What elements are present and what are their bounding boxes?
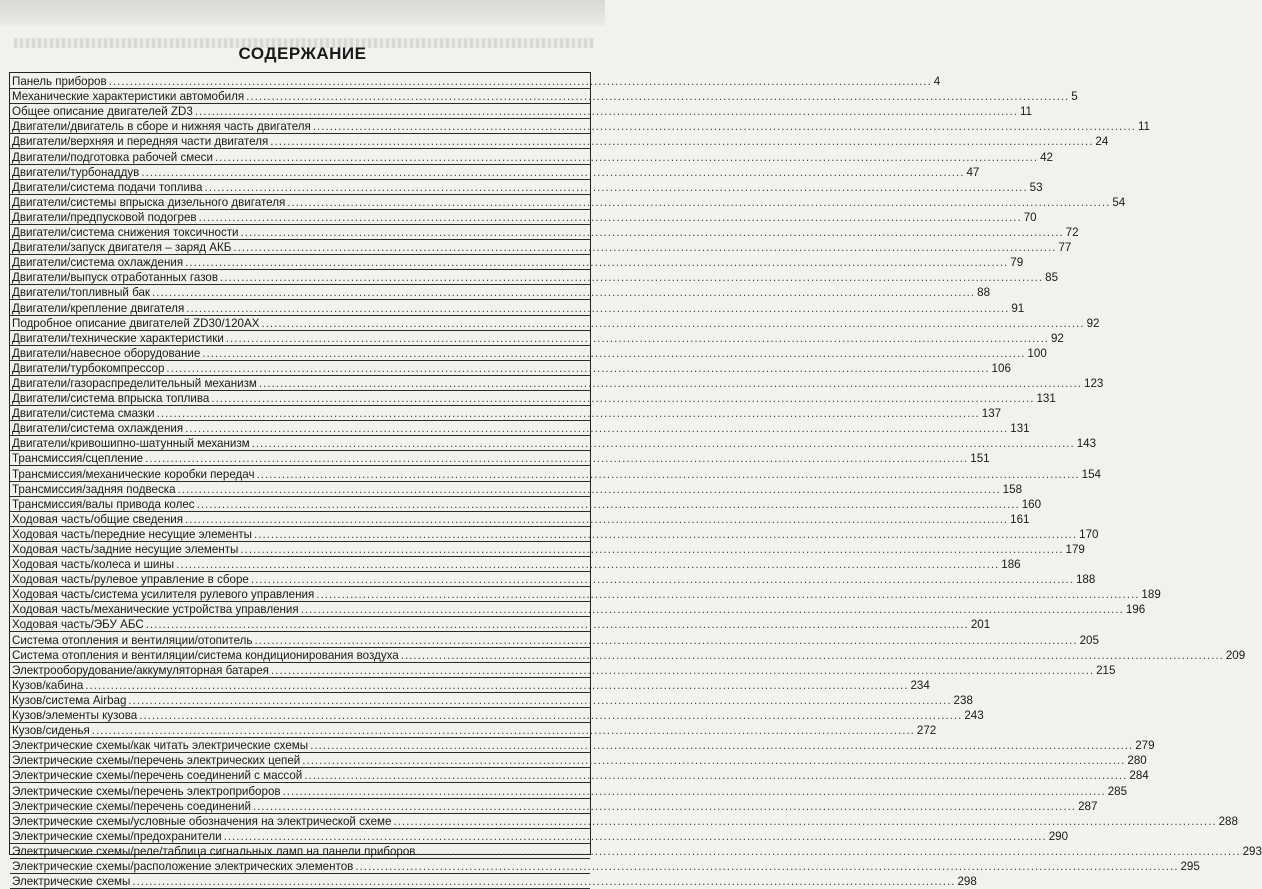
toc-entry[interactable]: [10, 874, 977, 889]
toc-entry[interactable]: [10, 165, 980, 180]
toc-entry[interactable]: [10, 663, 1116, 678]
toc-entry-label: Ходовая часть/колеса и шины: [12, 558, 175, 572]
toc-entry-label: Механические характеристики автомобиля: [12, 90, 245, 104]
toc-entry-page: 92: [1086, 316, 1100, 330]
dot-leader: [261, 317, 1084, 330]
toc-entry-page: 284: [1129, 769, 1149, 783]
toc-entry-page: 280: [1127, 754, 1147, 768]
toc-entry[interactable]: [10, 768, 1149, 783]
toc-entry[interactable]: [10, 300, 1025, 315]
dot-leader: [393, 815, 1216, 828]
toc-entry-label: Электрические схемы/условные обозначения на электрической схеме: [12, 814, 392, 828]
dot-leader: [287, 196, 1110, 209]
toc-entry-page: 131: [1036, 392, 1056, 406]
dot-leader: [185, 513, 1008, 526]
toc-entry-page: 106: [991, 361, 1011, 375]
toc-entry[interactable]: [10, 738, 1155, 753]
dot-leader: [157, 407, 980, 420]
toc-entry[interactable]: [10, 316, 1100, 331]
toc-entry-label: Двигатели/системы впрыска дизельного двигателя: [12, 195, 286, 209]
dot-leader: [240, 543, 1063, 556]
dot-leader: [355, 860, 1178, 873]
toc-entry-label: Панель приборов: [12, 75, 107, 89]
toc-entry[interactable]: [10, 617, 991, 632]
dot-leader: [92, 724, 915, 737]
dot-leader: [283, 785, 1106, 798]
dot-leader: [253, 800, 1076, 813]
toc-entry-page: 161: [1010, 512, 1030, 526]
dot-leader: [417, 845, 1240, 858]
toc-entry[interactable]: [10, 799, 1098, 814]
toc-entry-label: Кузов/кабина: [12, 678, 84, 692]
page-title: СОДЕРЖАНИЕ: [238, 44, 367, 63]
toc-entry[interactable]: [10, 512, 1030, 527]
toc-entry[interactable]: [10, 74, 941, 89]
toc-entry-label: Двигатели/система охлаждения: [12, 256, 184, 270]
toc-entry[interactable]: [10, 542, 1085, 557]
toc-entry-page: 160: [1021, 497, 1042, 511]
toc-entry[interactable]: [10, 104, 1032, 119]
toc-entry[interactable]: [10, 270, 1059, 285]
toc-entry-page: 151: [970, 452, 990, 466]
dot-leader: [302, 754, 1125, 767]
dot-leader: [226, 332, 1049, 345]
toc-entry[interactable]: [10, 119, 1150, 134]
toc-entry-page: 92: [1050, 331, 1064, 345]
toc-entry-label: Электрические схемы/как читать электрические схемы: [12, 739, 309, 753]
toc-entry-label: Двигатели/технические характеристики: [12, 331, 224, 345]
toc-entry-page: 238: [953, 693, 973, 707]
toc-entry[interactable]: [10, 859, 1200, 874]
toc-entry[interactable]: [10, 678, 930, 693]
toc-entry[interactable]: [10, 361, 1011, 376]
toc-entry-page: 186: [1001, 558, 1021, 572]
toc-entry-page: 189: [1141, 588, 1161, 602]
toc-entry-label: Электрические схемы/предохранители: [12, 829, 222, 843]
dot-leader: [146, 618, 969, 631]
toc-entry-label: Ходовая часть/рулевое управление в сборе: [12, 573, 249, 587]
toc-entry-page: 24: [1095, 135, 1109, 149]
dot-leader: [257, 468, 1080, 481]
toc-entry-page: 243: [964, 709, 984, 723]
toc-entry[interactable]: [10, 693, 973, 708]
toc-entry-page: 70: [1023, 210, 1037, 224]
toc-entry[interactable]: [10, 527, 1099, 542]
dot-leader: [205, 181, 1028, 194]
toc-entry-label: Двигатели/крепление двигателя: [12, 301, 185, 315]
dot-leader: [109, 75, 932, 88]
dot-leader: [186, 302, 1009, 315]
toc-entry-page: 85: [1045, 271, 1059, 285]
toc-entry-page: 295: [1180, 859, 1200, 873]
dot-leader: [310, 739, 1133, 752]
toc-entry-label: Электрические схемы/перечень соединений с массой: [12, 769, 303, 783]
toc-entry-label: Общее описание двигателей ZD3: [12, 105, 193, 119]
toc-entry-label: Кузов/сиденья: [12, 724, 90, 738]
dot-leader: [251, 573, 1074, 586]
dot-leader: [185, 422, 1008, 435]
toc-entry-page: 196: [1125, 603, 1146, 617]
toc-entry-page: 205: [1079, 633, 1099, 647]
toc-entry[interactable]: [10, 149, 1053, 164]
dot-leader: [202, 347, 1025, 360]
toc-entry-label: Кузов/система Airbag: [12, 693, 127, 707]
toc-entry-label: Двигатели/турбонаддув: [12, 165, 140, 179]
toc-entry-label: Двигатели/система впрыска топлива: [12, 392, 210, 406]
dot-leader: [316, 588, 1139, 601]
toc-entry[interactable]: [10, 240, 1072, 255]
toc-entry-page: 47: [966, 165, 980, 179]
toc-entry-page: 298: [957, 875, 977, 889]
page-top-edge: [0, 0, 605, 26]
dot-leader: [185, 256, 1008, 269]
toc-entry-label: Двигатели/запуск двигателя – заряд АКБ: [12, 241, 232, 255]
dot-leader: [128, 694, 951, 707]
toc-entry-label: Двигатели/система снижения токсичности: [12, 226, 239, 240]
toc-entry-label: Двигатели/подготовка рабочей смеси: [12, 150, 213, 164]
toc-entry[interactable]: [10, 376, 1104, 391]
toc-entry-page: 54: [1112, 195, 1126, 209]
toc-entry-label: Двигатели/верхняя и передняя части двигателя: [12, 135, 269, 149]
dot-leader: [304, 769, 1127, 782]
toc-entry[interactable]: [10, 180, 1043, 195]
toc-entry[interactable]: [10, 406, 1002, 421]
toc-entry[interactable]: [10, 783, 1128, 798]
toc-entry[interactable]: [10, 421, 1030, 436]
toc-entry-label: Электрические схемы/расположение электрических элементов: [12, 859, 354, 873]
toc-entry-page: 72: [1065, 226, 1079, 240]
toc-entry-label: Система отопления и вентиляции/система кондиционирования воздуха: [12, 648, 399, 662]
toc-entry[interactable]: [10, 436, 1097, 451]
toc-entry-label: Система отопления и вентиляции/отопитель: [12, 633, 253, 647]
toc-entry[interactable]: [10, 134, 1109, 149]
toc-entry-page: 42: [1040, 150, 1053, 164]
toc-entry-label: Электрооборудование/аккумуляторная батарея: [12, 663, 269, 677]
toc-entry-page: 53: [1029, 180, 1043, 194]
toc-entry-page: 4: [933, 75, 941, 89]
toc-entry-label: Ходовая часть/общие сведения: [12, 512, 184, 526]
toc-entry[interactable]: [10, 285, 991, 300]
toc-entry[interactable]: [10, 723, 937, 738]
toc-entry-label: Двигатели/предпусковой подогрев: [12, 210, 197, 224]
dot-leader: [301, 603, 1124, 616]
toc-entry[interactable]: [10, 587, 1161, 602]
dot-leader: [211, 392, 1034, 405]
toc-entry[interactable]: [10, 466, 1101, 481]
toc-entry-label: Ходовая часть/механические устройства управления: [12, 603, 299, 617]
toc-entry-page: 288: [1218, 814, 1238, 828]
toc-entry-label: Ходовая часть/передние несущие элементы: [12, 527, 252, 541]
toc-entry-page: 77: [1058, 241, 1072, 255]
dot-leader: [176, 558, 999, 571]
toc-entry-label: Трансмиссия/сцепление: [12, 452, 144, 466]
toc-entry-page: 170: [1079, 527, 1099, 541]
toc-entry[interactable]: [10, 753, 1147, 768]
toc-entry-page: 293: [1242, 844, 1262, 858]
toc-entry-page: 137: [981, 407, 1002, 421]
dot-leader: [178, 483, 1001, 496]
dot-leader: [215, 151, 1038, 164]
toc-entry-page: 290: [1048, 829, 1069, 843]
toc-entry-page: 287: [1078, 799, 1098, 813]
toc-entry-label: Трансмиссия/валы привода колес: [12, 497, 195, 511]
toc-entry-page: 215: [1096, 663, 1116, 677]
dot-leader: [132, 875, 955, 888]
toc-entry-page: 209: [1225, 648, 1246, 662]
dot-leader: [166, 362, 989, 375]
toc-entry[interactable]: [10, 391, 1056, 406]
toc-entry[interactable]: [10, 814, 1238, 829]
toc-entry[interactable]: [10, 210, 1037, 225]
dot-leader: [233, 241, 1056, 254]
dot-leader: [241, 226, 1064, 239]
toc-entry[interactable]: [10, 708, 984, 723]
toc-entry[interactable]: [10, 225, 1079, 240]
toc-entry-page: 5: [1071, 90, 1078, 104]
toc-entry-page: 158: [1002, 482, 1023, 496]
toc-entry-page: 11: [1019, 105, 1032, 119]
toc-entry-page: 179: [1065, 543, 1085, 556]
toc-entry-page: 123: [1084, 376, 1104, 390]
toc-entry-page: 272: [916, 724, 937, 738]
table-of-contents: [10, 74, 1262, 889]
toc-entry-label: Двигатели/топливный бак: [12, 286, 150, 300]
toc-entry-label: Электрические схемы/перечень соединений: [12, 799, 251, 813]
toc-entry[interactable]: [10, 255, 1024, 270]
dot-leader: [139, 709, 962, 722]
dot-leader: [195, 105, 1018, 118]
toc-entry-label: Двигатели/турбокомпрессор: [12, 361, 165, 375]
toc-entry-label: Двигатели/система смазки: [12, 407, 155, 421]
toc-entry-page: 88: [977, 286, 991, 300]
toc-entry-label: Кузов/элементы кузова: [12, 709, 138, 723]
toc-entry-label: Двигатели/навесное оборудование: [12, 346, 201, 360]
dot-leader: [254, 634, 1077, 647]
toc-entry-label: Электрические схемы/реле/таблица сигнальных ламп на панели приборов: [12, 844, 416, 858]
toc-entry-page: 11: [1137, 120, 1150, 134]
toc-entry-label: Двигатели/система охлаждения: [12, 422, 184, 436]
toc-entry[interactable]: [10, 331, 1064, 346]
dot-leader: [259, 377, 1082, 390]
toc-entry-page: 279: [1135, 739, 1155, 753]
dot-leader: [246, 90, 1069, 103]
toc-entry-page: 91: [1011, 301, 1025, 315]
dot-leader: [145, 452, 968, 465]
dot-leader: [252, 437, 1075, 450]
toc-entry[interactable]: [10, 648, 1246, 663]
toc-entry-page: 285: [1107, 784, 1128, 798]
toc-entry-label: Электрические схемы: [12, 875, 131, 889]
dot-leader: [197, 498, 1020, 511]
toc-entry-page: 100: [1027, 346, 1047, 360]
dot-leader: [141, 166, 964, 179]
toc-entry[interactable]: [10, 829, 1069, 844]
toc-entry-label: Двигатели/выпуск отработанных газов: [12, 271, 218, 285]
toc-entry-label: Ходовая часть/ЭБУ АБС: [12, 618, 144, 632]
toc-entry-label: Электрические схемы/перечень электрических цепей: [12, 754, 301, 768]
toc-entry-page: 143: [1076, 437, 1097, 451]
toc-entry-label: Двигатели/система подачи топлива: [12, 180, 203, 194]
toc-entry-label: Ходовая часть/задние несущие элементы: [12, 543, 239, 556]
toc-entry-page: 79: [1010, 256, 1024, 270]
toc-entry-label: Двигатели/двигатель в сборе и нижняя часть двигателя: [12, 120, 311, 134]
dot-leader: [152, 286, 975, 299]
toc-entry[interactable]: [10, 557, 1021, 572]
dot-leader: [401, 649, 1224, 662]
toc-entry-label: Электрические схемы/перечень электроприборов: [12, 784, 281, 798]
toc-entry-page: 201: [970, 618, 991, 632]
dot-leader: [85, 679, 908, 692]
toc-entry-label: Ходовая часть/система усилителя рулевого управления: [12, 588, 315, 602]
toc-entry[interactable]: [10, 482, 1023, 497]
toc-entry-label: Трансмиссия/механические коробки передач: [12, 467, 255, 481]
dot-leader: [220, 271, 1043, 284]
dot-leader: [199, 211, 1022, 224]
toc-entry[interactable]: [10, 497, 1042, 512]
toc-entry-page: 154: [1081, 467, 1101, 481]
dot-leader: [254, 528, 1077, 541]
toc-entry[interactable]: [10, 602, 1146, 617]
toc-entry-label: Трансмиссия/задняя подвеска: [12, 482, 176, 496]
toc-entry-page: 188: [1075, 573, 1096, 587]
toc-entry-label: Двигатели/кривошипно-шатунный механизм: [12, 437, 250, 451]
dot-leader: [270, 135, 1093, 148]
toc-entry[interactable]: [10, 451, 990, 466]
toc-entry-page: 234: [910, 678, 930, 692]
toc-entry[interactable]: [10, 346, 1047, 361]
dot-leader: [271, 664, 1094, 677]
dot-leader: [313, 120, 1136, 133]
toc-entry-page: 131: [1010, 422, 1030, 436]
toc-entry-label: Подробное описание двигателей ZD30/120AX: [12, 316, 260, 330]
toc-entry[interactable]: [10, 572, 1096, 587]
toc-entry-label: Двигатели/газораспределительный механизм: [12, 376, 257, 390]
toc-entry[interactable]: [10, 844, 1262, 859]
toc-entry[interactable]: [10, 632, 1099, 647]
toc-entry[interactable]: [10, 195, 1126, 210]
dot-leader: [224, 830, 1047, 843]
toc-entry[interactable]: [10, 89, 1078, 104]
